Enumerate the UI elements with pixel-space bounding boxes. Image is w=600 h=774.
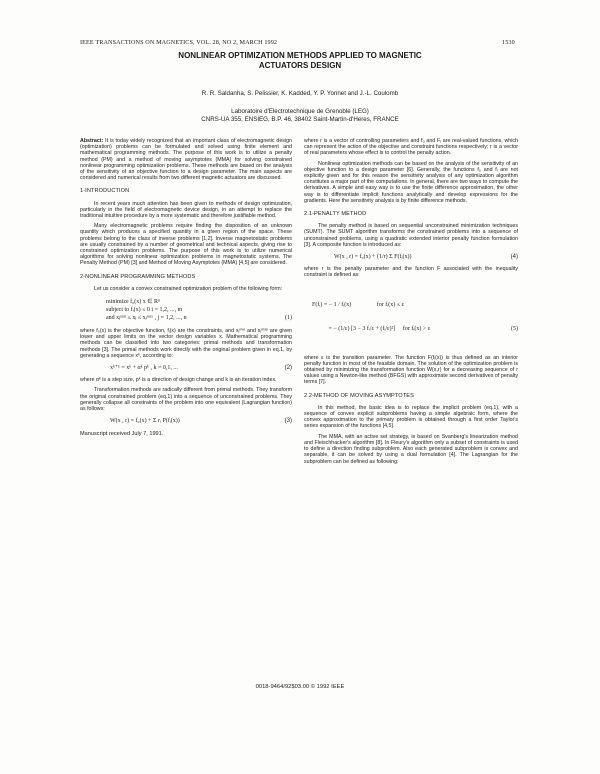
affiliation [90,108,510,124]
penalty-text: The penalty method is based on sequential unconstrained minimization techniques (SUMT). The SUMT algorithm transforms the constrained problems into a sequence of unconstrained problems, using a quadratic extended interior penalty function formulation [3]. A composite function is introduced as: [304,223,518,248]
eq5-number: (5) [511,325,518,332]
intro-paragraph-1: In recent years much attention has been given to methods of design optimization, particularly in the field of electromagnetic device design, in an attempt to replace the traditional intuitive procedure by a more systematic and therefore justifiable method. [80,200,292,220]
eq3-body: W(x , r) = f₀(x) + Σ rᵢ P(fᵢ(x)) [110,418,180,425]
section-penalty-heading: 2.1-PENALTY METHOD [304,211,367,218]
equation-1 [106,298,292,322]
journal-header: IEEE TRANSACTIONS ON MAGNETICS, VOL. 28, NO 2, MARCH 1992 [80,39,278,46]
paper-title [100,51,500,71]
where-r2-text: where r is the penalty parameter and the function F associated with the inequality constraint is defined as: [304,266,518,279]
abstract-text: It is today widely recognized that an important class of electromagnetic design (optimization) problems can be formulated and solved using finite element and mathematical programming methods. The purpose of this work is to utilize a penalty method (PM) and a method of moving asymptotes (MMA) for solving constrained nonlinear programming optimization problems. These methods are based on the analysis of the sensitivity of an objective function to a design parameter. The main aspects are considered and numerical results from two different magnetic actuators are discussed. [80,138,292,182]
eq1-number: (1) [285,315,292,322]
eq2-body: xᵏ⁺¹ = xᵏ + αᵏ pᵏ , k = 0,1, ... [110,365,178,372]
transformation-text: Transformation methods are radically different from primal methods. They transform the original constrained problem (eq.1) into a sequence of unconstrained problems. They generally collapse all constraints of the problem into one equivalent (Lagrangian function) as follows: [80,387,292,413]
nlp-intro: Let us consider a convex constrained optimization problem of the following form: [94,285,283,292]
title-line-1: NONLINEAR OPTIMIZATION METHODS APPLIED TO MAGNETIC [178,51,422,60]
step-text: where αᵏ is a step size, pᵏ is a direction of design change and k is an iteration index. [80,377,277,384]
authors: R. R. Saldanha, S. Pelissier, K. Kadded, Y. P. Yonnet and J.-L. Coulomb [201,90,399,97]
section-mma-heading: 2.2-METHOD OF MOVING ASYMPTOTES [304,392,414,399]
mma-paragraph-2: The MMA, with an active set strategy, is based on Svanberg's linearization method and Fleischhacker's algorithm [8]. In Fleury's algorithm only a subset of constraints is used to define a direction finding subproblem. Also each generated subproblem is convex and separable, it can be solved by using a dual formulation [4]. The Lagrangian for the subproblem can be defined as following: [304,433,518,465]
equation-3 [80,418,292,424]
mma-paragraph-1: In this method, the basic idea is to replace the implicit problem (eq.1), with a sequence of convex explicit subproblems having a simple algebraic form, where the convex approximation to the primary problem is obtained through a first order Taylor's series expansion of the functions [4,5]. [304,404,518,430]
page-number: 1530 [502,39,515,46]
eq4-number: (4) [510,254,518,261]
eq3-number: (3) [284,418,292,425]
equation-4 [304,254,518,260]
eq5-bottom: = − (1/ε) [3 − 3 fᵢ/ε + (fᵢ/ε)²] for fᵢ(x) > ε [312,325,431,332]
eq1-line-1: minimize f₀(x) x ∈ Rⁿ [106,299,160,306]
where-r-text: where r is a vector of controlling parameters and f₀ and Fᵢ are real-valued functions, which can represent the action of the objective and constraint functions respectively; r is a vector of real parameters whose effect is to control the penalty action. [304,138,518,157]
eq2-number: (2) [284,365,292,372]
copyright-footer: 0018-9464/92$03.00 © 1992 IEEE [255,684,345,690]
section-introduction-heading: 1-INTRODUCTION [80,188,130,195]
affiliation-line-1: Laboratoire d'Electrotechnique de Grenoble (LEG) [231,108,369,115]
eq1-line-2: subject to fᵢ(x) ≤ 0 i = 1,2, ..., m [106,307,183,314]
intro-paragraph-2: Many electromagnetic problems require finding the disposition of an unknown quantity which produces a specified quantity in a given region of the space. These problems belong to the class of inverse problems [1,2]. Inverse magnetostatic problems are usually constrained by a number of geometrical and technical aspects, giving rise to constrained optimization problems. The purpose of this work is to utilize numerical algorithms for solving nonlinear optimization problems in magnetostatic systems. The Penalty Method (PM) [3] and Method of Moving Asymptotes (MMA) [4,5] are considered. [80,223,292,267]
right-column [304,138,518,469]
eq4-body: W(x , r) = f₀(x) + (1/r) Σ F(fᵢ(x)) [334,254,412,261]
abstract-label: Abstract: [80,138,104,144]
manuscript-note: Manuscript received July 7, 1991. [80,430,164,437]
left-column [80,138,292,441]
title-line-2: ACTUATORS DESIGN [258,61,342,70]
transition-param-text: where ε is the transition parameter. The function F(fᵢ(x)) is thus defined as an interior penalty function in most of the feasible domain. The solution of the optimization problem is obtained by minimizing the transformation function W(x,r) for a decreasing sequence of r values using a Newton-like method (BFGS) with approximate second derivatives of penalty terms [7]. [304,354,518,386]
eq5-top: F(fᵢ) = − 1 / fᵢ(x) for fᵢ(x) ≤ ε [312,301,405,308]
equation-2 [80,365,292,371]
eq1-line-3: and xⱼᵐᶦⁿ ≤ xⱼ ≤ xⱼᵐᵃˣ , j = 1,2, ..., n [106,315,187,322]
affiliation-line-2: CNRS-UA 355, ENSIEG, B.P. 46, 38402 Saint-Martin-d'Heres, FRANCE [201,116,399,123]
nonlinear-text: Nonlinear optimization methods can be based on the analysis of the sensitivity of an objective function to a design parameter [6]. Generally, the functions f₀ and fᵢ are not explicitly given and for this reason the sensitivity analysis of any optimization algorithm constitutes a major part of the computations. In general, there are two ways to compute the derivatives. A simple and easy way is to use the finite difference approximation, the other way is to differentiate implicit functions analytically and develop expressions for the gradients. Here the sensitivity analysis is by finite difference methods. [304,160,518,204]
abstract [80,138,292,181]
nlp-where: where f₀(x) is the objective function, fᵢ(x) are the constraints, and xⱼᵐᶦⁿ and xⱼᵐᵃˣ are given lower and upper limits on the vector design variables x. Mathematical programming methods can be classified into two categories: primal methods and transformation methods [3]. The primal methods work directly with the original problem given in eq.1, by generating a sequence xᵏ, according to: [80,328,292,359]
section-nlp-heading: 2-NONLINEAR PROGRAMMING METHODS [80,273,196,280]
equation-5 [312,285,518,349]
